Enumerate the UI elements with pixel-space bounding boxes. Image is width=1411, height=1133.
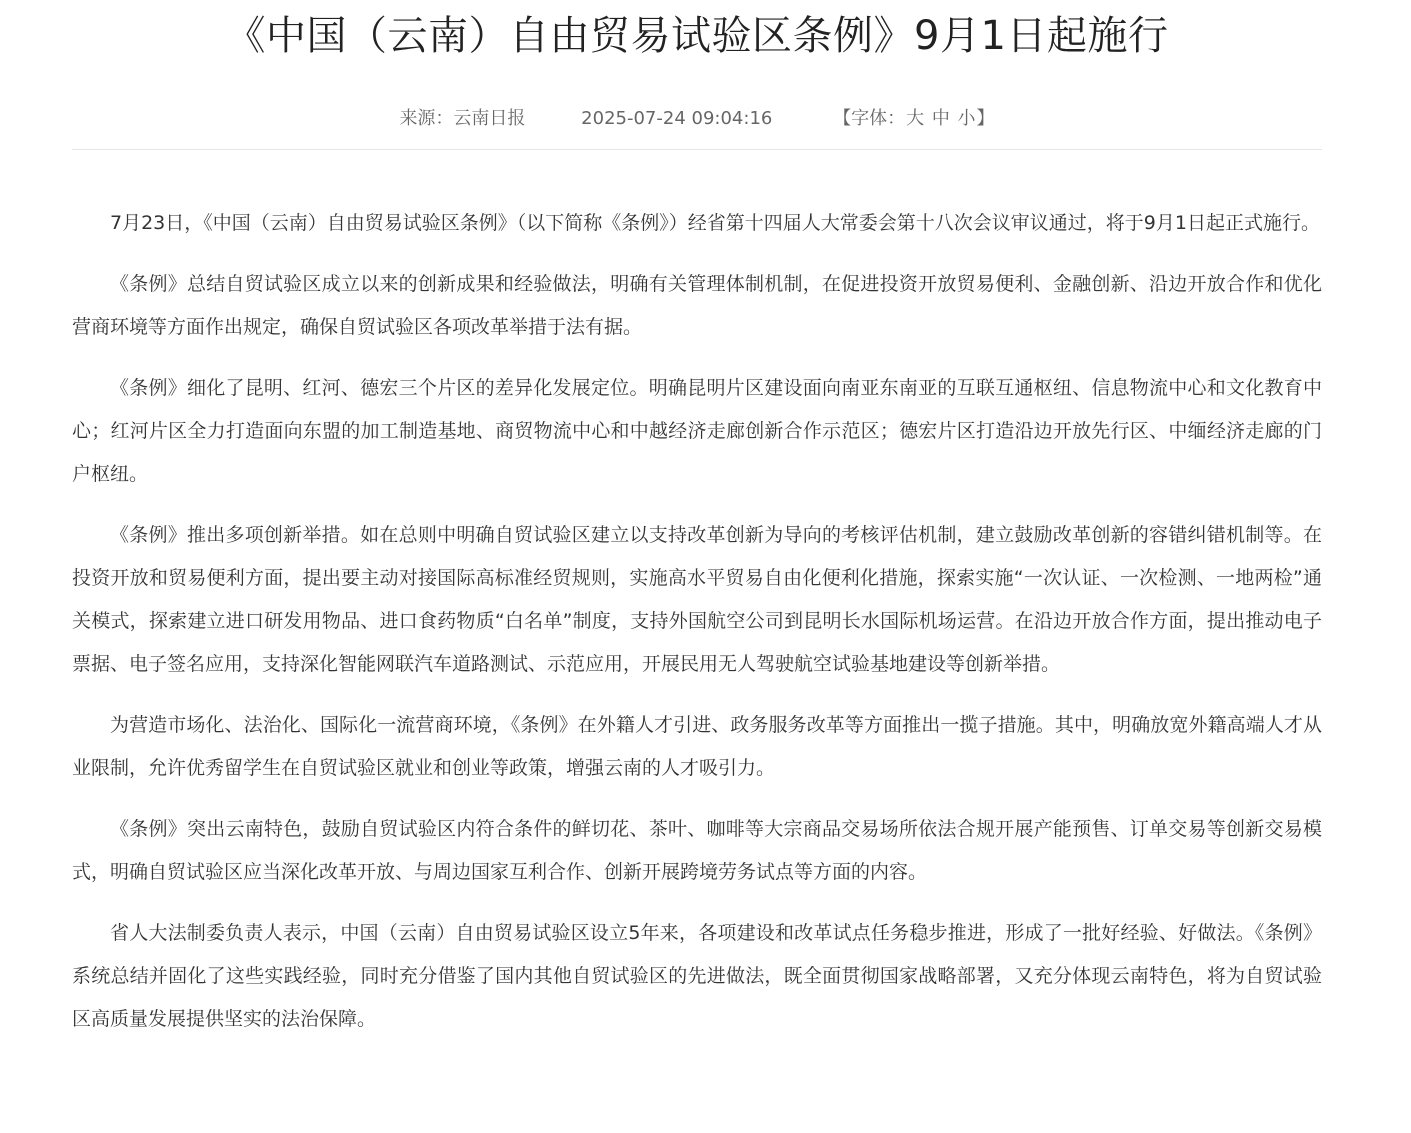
article-title: 《中国（云南）自由贸易试验区条例》9月1日起施行 (225, 13, 1169, 59)
paragraph: 《条例》突出云南特色，鼓励自贸试验区内符合条件的鲜切花、茶叶、咖啡等大宗商品交易场所依法合规开展产能预售、订单交易等创新交易模式，明确自贸试验区应当深化改革开放、与周边国家互利合作、创新开展跨境劳务试点等方面的内容。 (72, 818, 1322, 883)
paragraph: 《条例》推出多项创新举措。如在总则中明确自贸试验区建立以支持改革创新为导向的考核评估机制，建立鼓励改革创新的容错纠错机制等。在投资开放和贸易便利方面，提出要主动对接国际高标准经贸规则，实施高水平贸易自由化便利化措施，探索实施“一次认证、一次检测、一地两检”通关模式，探索建立进口研发用物品、进口食药物质“白名单”制度，支持外国航空公司到昆明长水国际机场运营。在沿边开放合作方面，提出推动电子票据、电子签名应用，支持深化智能网联汽车道路测试、示范应用，开展民用无人驾驶航空试验基地建设等创新举措。 (72, 524, 1322, 675)
font-size-bracket-close: 】 (976, 108, 995, 129)
source-label: 来源：云南日报 (399, 108, 526, 129)
publish-time: 2025-07-24 09:04:16 (581, 108, 773, 129)
article (72, 0, 1322, 1041)
divider (72, 149, 1322, 150)
font-size-label: 【字体： (833, 108, 906, 129)
paragraph: 7月23日，《中国（云南）自由贸易试验区条例》（以下简称《条例》）经省第十四届人大常委会第十八次会议审议通过，将于9月1日起正式施行。 (110, 212, 1320, 234)
font-size-small-link[interactable]: 小 (957, 108, 976, 129)
paragraph: 《条例》细化了昆明、红河、德宏三个片区的差异化发展定位。明确昆明片区建设面向南亚东南亚的互联互通枢纽、信息物流中心和文化教育中心；红河片区全力打造面向东盟的加工制造基地、商贸物流中心和中越经济走廊创新合作示范区；德宏片区打造沿边开放先行区、中缅经济走廊的门户枢纽。 (72, 377, 1322, 485)
font-size-control (833, 104, 994, 134)
font-size-medium-link[interactable]: 中 (931, 108, 950, 129)
article-meta (72, 104, 1322, 134)
paragraph: 省人大法制委负责人表示，中国（云南）自由贸易试验区设立5年来，各项建设和改革试点任务稳步推进，形成了一批好经验、好做法。《条例》系统总结并固化了这些实践经验，同时充分借鉴了国内其他自贸试验区的先进做法，既全面贯彻国家战略部署，又充分体现云南特色，将为自贸试验区高质量发展提供坚实的法治保障。 (72, 922, 1322, 1030)
font-size-large-link[interactable]: 大 (906, 108, 925, 129)
article-content (72, 202, 1322, 1041)
paragraph: 《条例》总结自贸试验区成立以来的创新成果和经验做法，明确有关管理体制机制，在促进投资开放贸易便利、金融创新、沿边开放合作和优化营商环境等方面作出规定，确保自贸试验区各项改革举措于法有据。 (72, 273, 1322, 338)
paragraph: 为营造市场化、法治化、国际化一流营商环境，《条例》在外籍人才引进、政务服务改革等方面推出一揽子措施。其中，明确放宽外籍高端人才从业限制，允许优秀留学生在自贸试验区就业和创业等政策，增强云南的人才吸引力。 (72, 714, 1322, 779)
